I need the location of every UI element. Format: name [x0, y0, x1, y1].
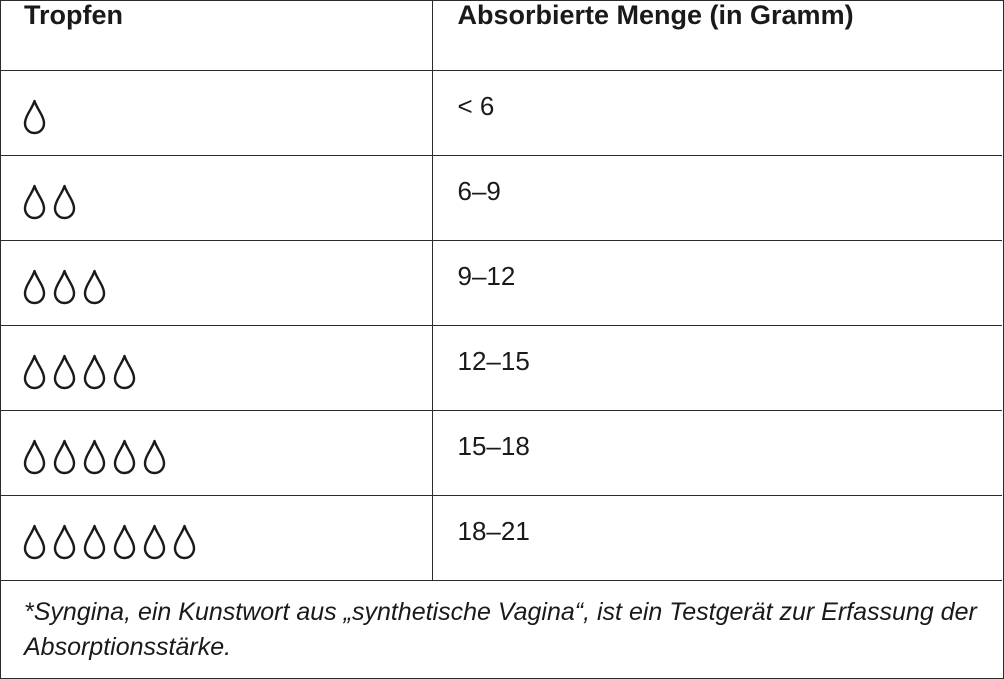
- drop-icon: [113, 439, 136, 475]
- drop-icon: [83, 269, 106, 305]
- table-row: [0, 325, 1002, 410]
- drop-icon: [23, 269, 46, 305]
- drop-rating: [23, 516, 432, 560]
- absorbed-amount-cell: 6–9: [457, 175, 501, 206]
- drops-cell: [0, 155, 432, 240]
- drop-icon: [113, 524, 136, 560]
- table-row: [0, 240, 1002, 325]
- table-row: [0, 70, 1002, 155]
- drop-icon: [23, 439, 46, 475]
- drop-icon: [23, 524, 46, 560]
- drop-icon: [113, 354, 136, 390]
- drop-icon: [173, 524, 196, 560]
- absorbed-amount-cell: 18–21: [457, 515, 530, 546]
- drop-icon: [83, 524, 106, 560]
- absorbed-amount-cell: < 6: [457, 90, 495, 121]
- drop-icon: [23, 354, 46, 390]
- drop-icon: [53, 269, 76, 305]
- drop-rating: [23, 346, 432, 390]
- drop-icon: [53, 524, 76, 560]
- drop-rating: [23, 431, 432, 475]
- drop-icon: [23, 99, 46, 135]
- drop-icon: [83, 439, 106, 475]
- drop-rating: [23, 91, 432, 135]
- drops-cell: [0, 410, 432, 495]
- header-absorbed-amount: Absorbierte Menge (in Gramm): [457, 0, 854, 30]
- drops-cell: [0, 70, 432, 155]
- drop-icon: [53, 439, 76, 475]
- drop-rating: [23, 261, 432, 305]
- drops-cell: [0, 495, 432, 580]
- drop-icon: [53, 184, 76, 220]
- footnote: *Syngina, ein Kunstwort aus „synthetische Vagina“, ist ein Testgerät zur Erfassung der Absorptionsstärke.: [24, 598, 977, 661]
- table-header-row: [0, 0, 1002, 70]
- drops-cell: [0, 325, 432, 410]
- drop-icon: [23, 184, 46, 220]
- absorbed-amount-cell: 15–18: [457, 430, 530, 461]
- drop-icon: [83, 354, 106, 390]
- table-row: [0, 155, 1002, 240]
- drop-icon: [143, 524, 166, 560]
- drops-cell: [0, 240, 432, 325]
- drop-icon: [143, 439, 166, 475]
- absorbed-amount-cell: 12–15: [457, 345, 530, 376]
- drop-rating: [23, 176, 432, 220]
- absorbed-amount-cell: 9–12: [457, 260, 516, 291]
- table-row: [0, 410, 1002, 495]
- drop-icon: [53, 354, 76, 390]
- header-drops: Tropfen: [0, 0, 432, 70]
- table-row: [0, 495, 1002, 580]
- table-body: [0, 70, 1002, 580]
